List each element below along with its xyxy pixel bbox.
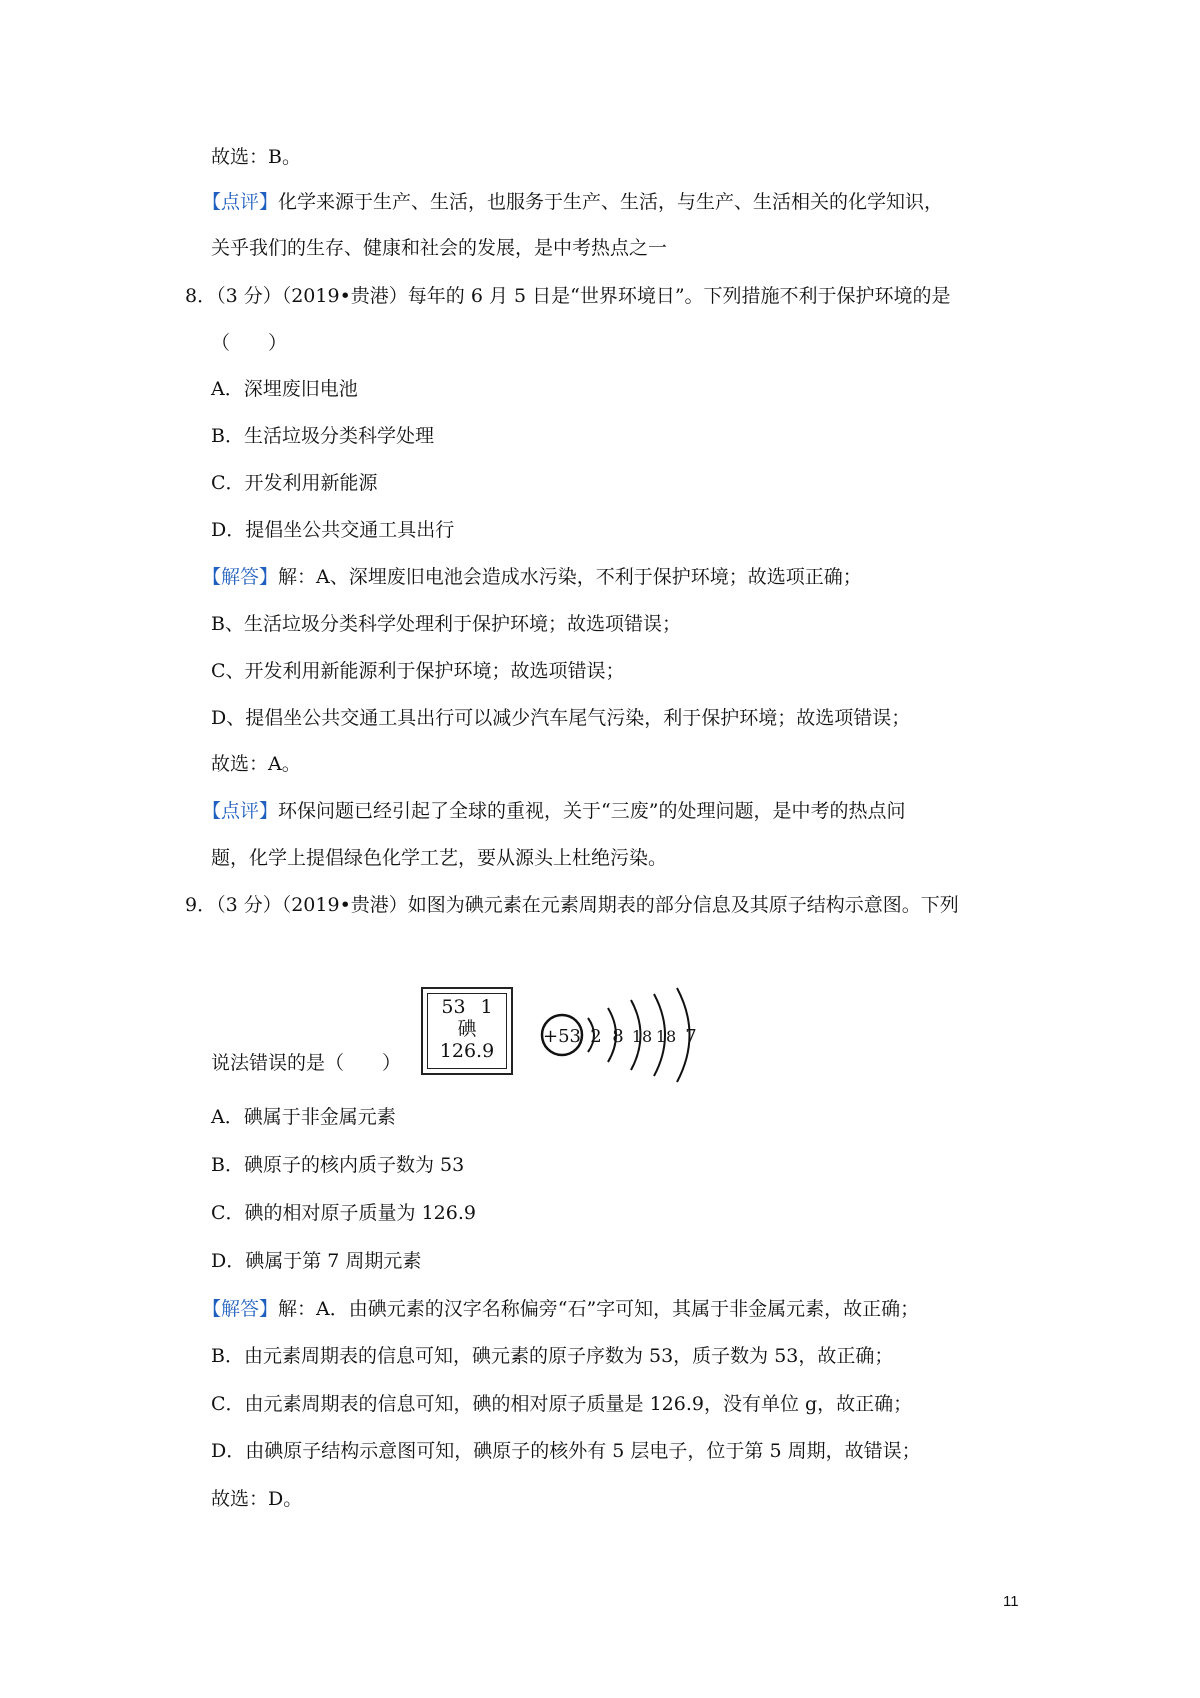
section-tag: 【解答】 xyxy=(202,566,279,588)
line-text: 环保问题已经引起了全球的重视，关于“三废”的处理问题，是中考的热点问 xyxy=(278,800,906,822)
text-line xyxy=(211,422,434,450)
text-line xyxy=(211,610,681,638)
atomic-number: 53 xyxy=(441,996,466,1018)
text-line xyxy=(202,797,905,825)
line-text: 9．（3 分）（2019•贵港）如图为碘元素在元素周期表的部分信息及其原子结构示意图。下列 xyxy=(185,894,959,916)
element-card xyxy=(421,987,513,1075)
line-text: C．碘的相对原子质量为 126.9 xyxy=(211,1202,476,1224)
text-line xyxy=(211,750,301,778)
text-line xyxy=(211,1199,476,1227)
line-text: （ ） xyxy=(211,332,288,354)
atomic-mass: 126.9 xyxy=(439,1040,495,1062)
element-name: 碘 xyxy=(457,1018,477,1040)
shell-count-4: 18 xyxy=(655,1027,677,1046)
section-tag: 【解答】 xyxy=(202,1298,279,1320)
line-text: 化学来源于生产、生活，也服务于生产、生活，与生产、生活相关的化学知识， xyxy=(278,191,944,213)
text-line xyxy=(211,1485,302,1513)
line-text: 关乎我们的生存、健康和社会的发展，是中考热点之一 xyxy=(211,237,668,259)
nucleus-label: +53 xyxy=(543,1026,581,1047)
line-text: D．碘属于第 7 周期元素 xyxy=(211,1250,422,1272)
line-text: 故选：B。 xyxy=(211,146,301,168)
text-line xyxy=(211,234,667,262)
line-text: 8．（3 分）（2019•贵港）每年的 6 月 5 日是“世界环境日”。下列措施不利于保护环境的是 xyxy=(185,285,951,307)
shell-count-1: 2 xyxy=(590,1026,602,1047)
line-text: C．由元素周期表的信息可知，碘的相对原子质量是 126.9，没有单位 g，故正确； xyxy=(211,1393,913,1415)
text-line xyxy=(211,704,910,732)
text-line xyxy=(211,1151,464,1179)
text-line xyxy=(211,469,378,497)
line-text: B．碘原子的核内质子数为 53 xyxy=(211,1154,465,1176)
line-text: 题，化学上提倡绿色化学工艺，要从源头上杜绝污染。 xyxy=(211,847,668,869)
text-line xyxy=(185,891,959,919)
line-text: 故选：A。 xyxy=(211,753,301,775)
text-line xyxy=(211,143,301,171)
section-tag: 【点评】 xyxy=(202,800,279,822)
valence: 1 xyxy=(480,996,493,1018)
line-text: 解：A、深埋废旧电池会造成水污染，不利于保护环境；故选项正确； xyxy=(278,566,862,588)
text-line xyxy=(185,282,951,310)
text-line xyxy=(211,1247,421,1275)
line-text: D、提倡坐公共交通工具出行可以减少汽车尾气污染，利于保护环境；故选项错误； xyxy=(211,707,911,729)
shell-count-5: 7 xyxy=(685,1026,697,1047)
text-line xyxy=(211,1390,912,1418)
text-line xyxy=(211,1437,921,1465)
text-line xyxy=(211,657,625,685)
line-text: A．碘属于非金属元素 xyxy=(211,1106,396,1128)
line-text: C、开发利用新能源利于保护环境；故选项错误； xyxy=(211,660,625,682)
text-line xyxy=(211,1342,893,1370)
line-text: 解：A．由碘元素的汉字名称偏旁“石”字可知，其属于非金属元素，故正确； xyxy=(278,1298,920,1320)
section-tag: 【点评】 xyxy=(202,191,279,213)
text-line xyxy=(202,1295,919,1323)
line-text: C．开发利用新能源 xyxy=(211,472,378,494)
line-text: 说法错误的是（ ） xyxy=(211,1052,402,1074)
line-text: D．提倡坐公共交通工具出行 xyxy=(211,519,455,541)
line-text: D．由碘原子结构示意图可知，碘原子的核外有 5 层电子，位于第 5 周期，故错误； xyxy=(211,1440,921,1462)
text-line xyxy=(202,188,943,216)
text-line xyxy=(211,329,287,357)
line-text: B．由元素周期表的信息可知，碘元素的原子序数为 53，质子数为 53，故正确； xyxy=(211,1345,894,1367)
text-line xyxy=(211,844,667,872)
text-line xyxy=(202,563,862,591)
line-text: 故选：D。 xyxy=(211,1488,303,1510)
line-text: A．深埋废旧电池 xyxy=(211,378,358,400)
line-text: B．生活垃圾分类科学处理 xyxy=(211,425,434,447)
text-line xyxy=(211,516,454,544)
text-line xyxy=(211,1049,401,1077)
line-text: B、生活垃圾分类科学处理利于保护环境；故选项错误； xyxy=(211,613,681,635)
text-line xyxy=(211,375,358,403)
shell-count-2: 8 xyxy=(612,1026,624,1047)
atom-structure-diagram xyxy=(536,980,716,1090)
shell-count-3: 18 xyxy=(631,1027,653,1046)
text-line xyxy=(211,1103,396,1131)
page-number: 11 xyxy=(1003,1593,1019,1610)
